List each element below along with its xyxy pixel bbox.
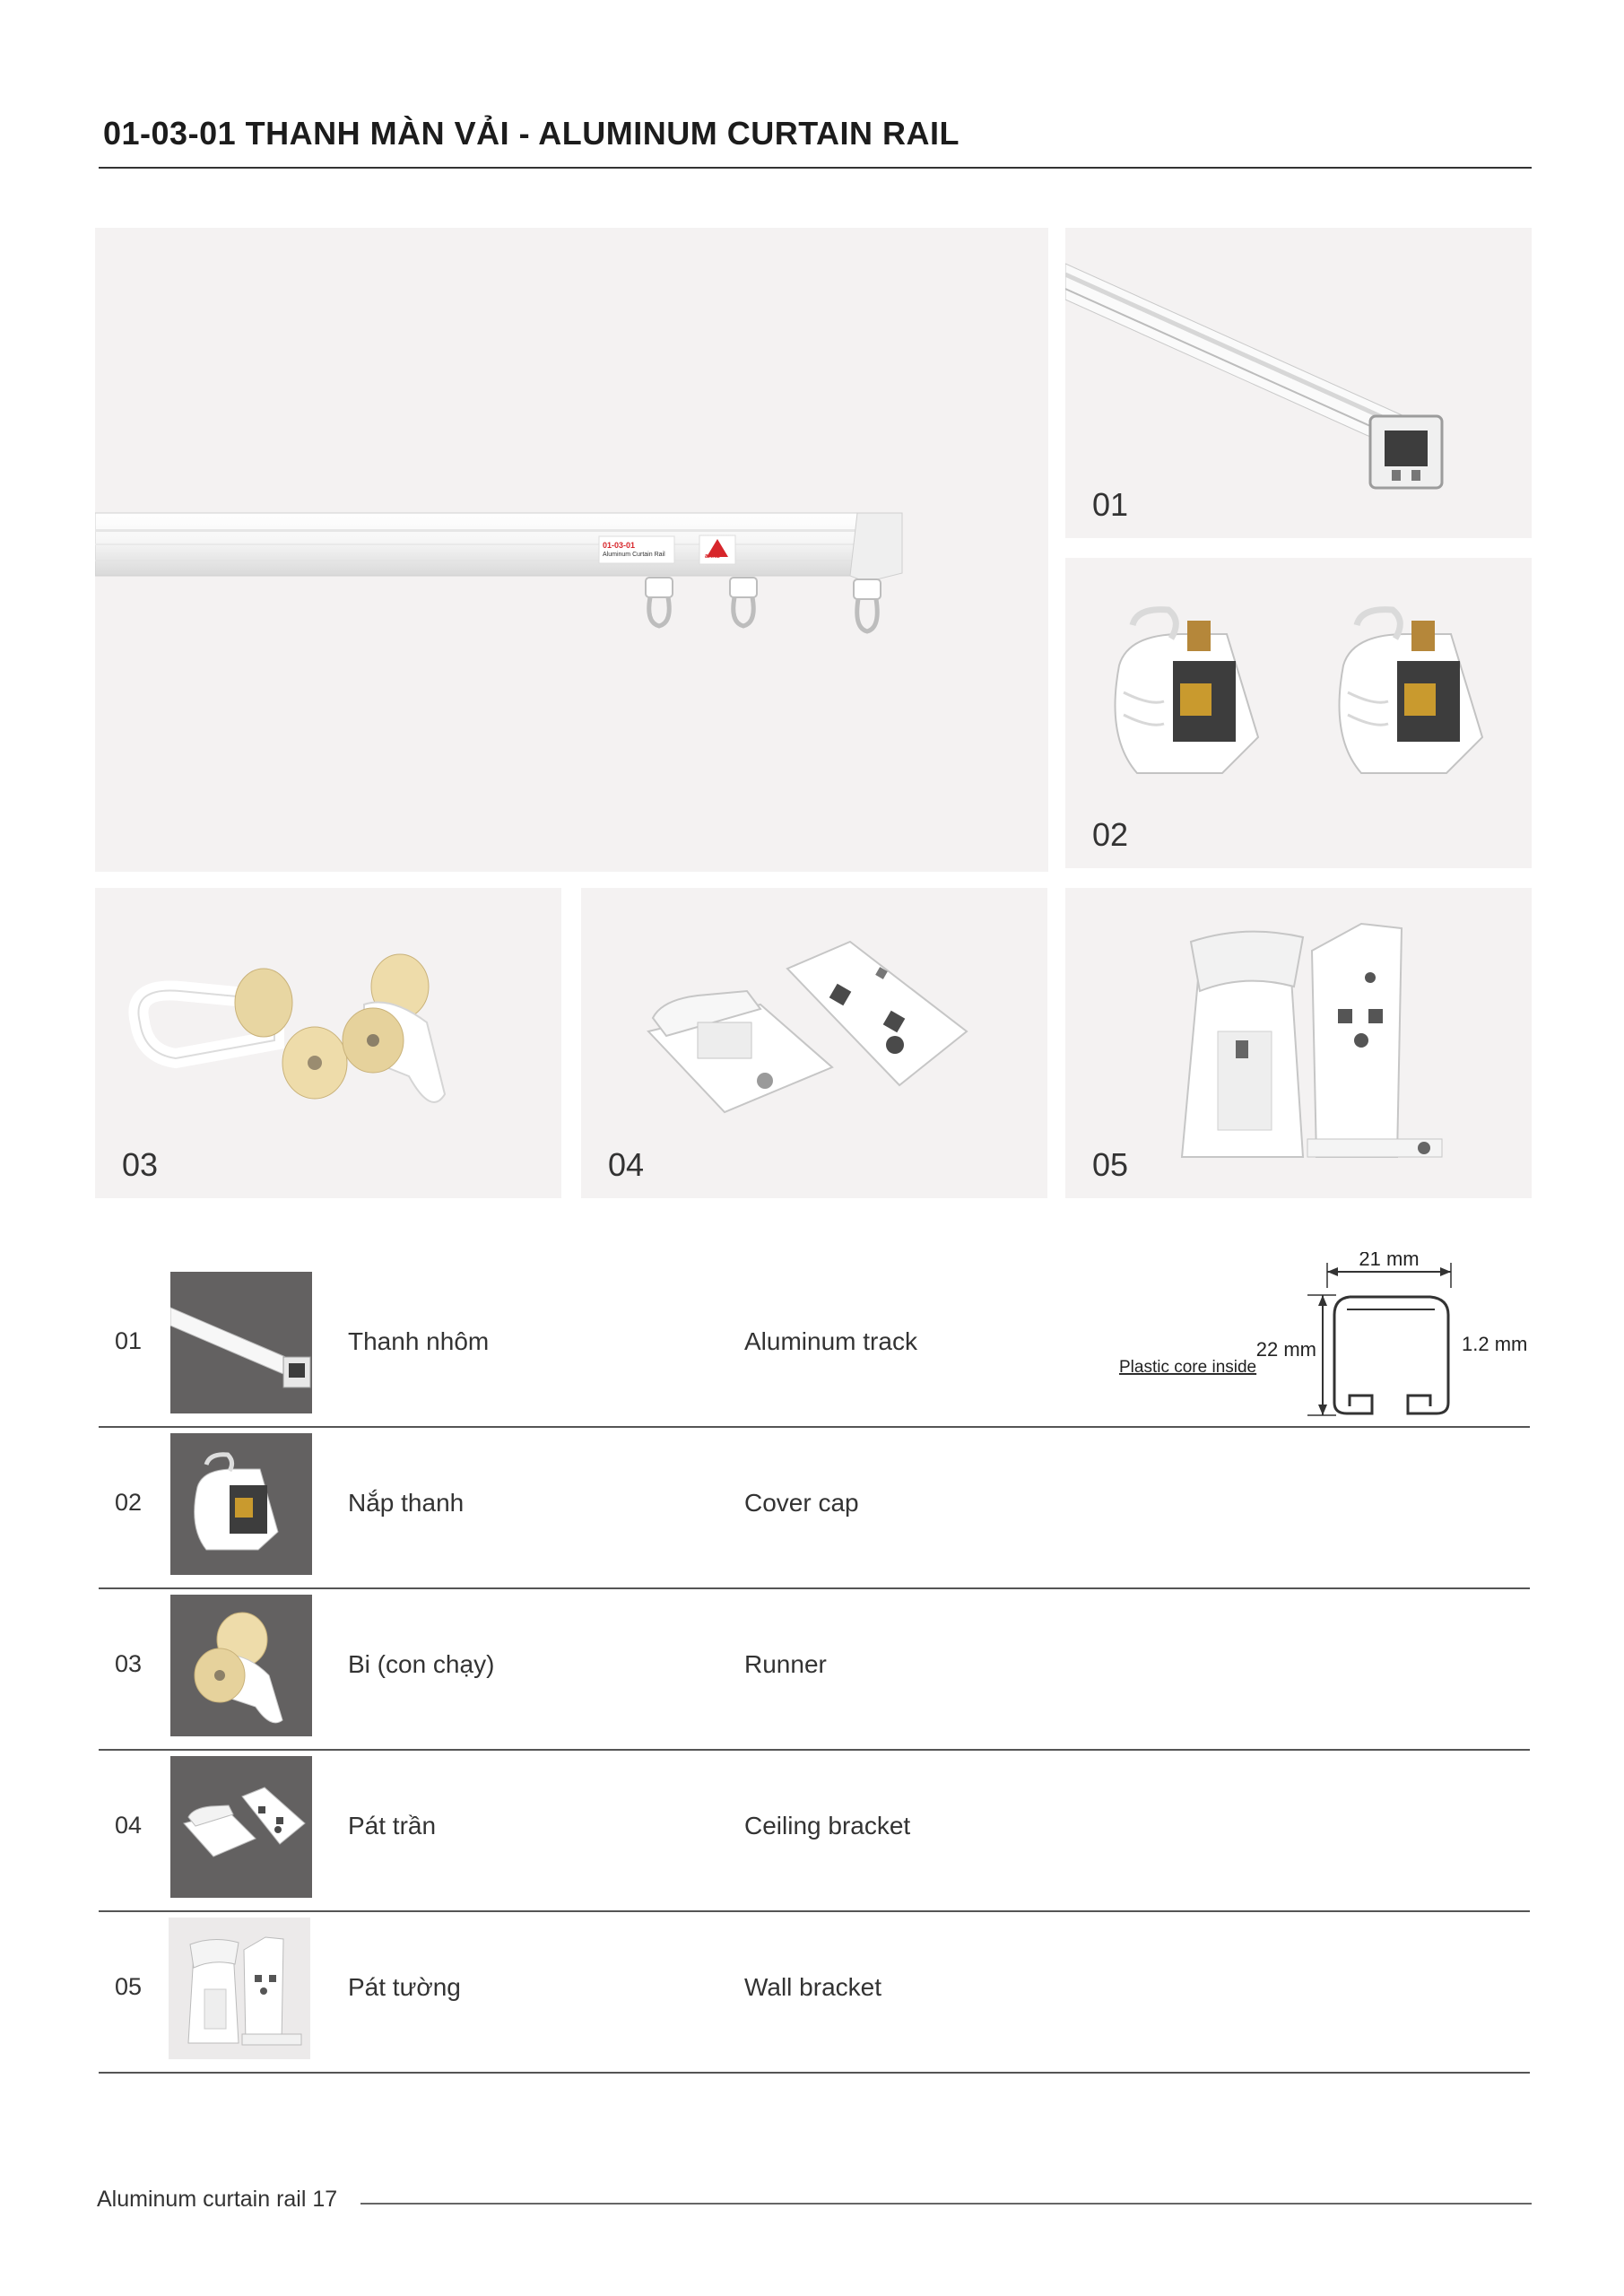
thumb-runner <box>170 1595 312 1736</box>
panel-aluminum-track <box>1065 228 1532 538</box>
thumb-aluminum-track <box>170 1272 312 1413</box>
item-name-en: Aluminum track <box>744 1327 917 1355</box>
panel-label: 01 <box>1092 486 1129 523</box>
aluminum-track-image <box>1065 228 1532 538</box>
item-number: 04 <box>115 1812 143 1839</box>
thumb-ceiling-bracket <box>170 1756 312 1898</box>
wall-bracket-thumb <box>169 1918 310 2059</box>
item-name-en: Runner <box>744 1650 827 1678</box>
item-name-vi: Pát tường <box>348 1973 461 2001</box>
dimension-height-text: 22 mm <box>1255 1338 1316 1361</box>
footer-divider <box>360 2203 1532 2205</box>
item-name-en: Wall bracket <box>744 1973 882 2001</box>
thumb-wall-bracket <box>169 1918 310 2059</box>
plastic-core-note: Plastic core inside <box>1119 1358 1257 1377</box>
panel-label: 03 <box>122 1146 159 1183</box>
wall-bracket-image <box>1065 888 1532 1198</box>
row-divider <box>99 1910 1530 1912</box>
item-name-en: Ceiling bracket <box>744 1812 911 1839</box>
dimension-width-text: 21 mm <box>1359 1252 1420 1270</box>
title-divider <box>99 167 1532 169</box>
aluminum-track-thumb <box>170 1272 312 1413</box>
ceiling-bracket-thumb <box>170 1756 312 1898</box>
footer-text: Aluminum curtain rail 17 <box>97 2187 338 2212</box>
panel-label: 05 <box>1092 1146 1129 1183</box>
item-number: 01 <box>115 1327 143 1354</box>
row-divider <box>99 1426 1530 1428</box>
item-number: 02 <box>115 1489 143 1516</box>
ceiling-bracket-image <box>581 888 1047 1198</box>
item-name-vi: Thanh nhôm <box>348 1327 490 1355</box>
cover-cap-thumb <box>170 1433 312 1575</box>
item-number: 03 <box>115 1650 143 1677</box>
curtain-rail-illustration <box>95 228 1048 872</box>
item-name-vi: Bi (con chạy) <box>348 1650 495 1678</box>
page-title: 01-03-01 THANH MÀN VẢI - ALUMINUM CURTAIN RAIL <box>103 115 960 152</box>
runner-thumb <box>170 1595 312 1736</box>
item-number: 05 <box>115 1973 143 2000</box>
row-divider <box>99 1749 1530 1751</box>
item-name-vi: Pát trần <box>348 1812 437 1839</box>
panel-cover-cap <box>1065 558 1532 868</box>
dimension-thickness-text: 1.2 mm <box>1462 1333 1528 1355</box>
panel-label: 04 <box>608 1146 645 1183</box>
product-sticker-code: 01-03-01 <box>603 541 636 550</box>
row-divider <box>99 2072 1530 2074</box>
panel-ceiling-bracket <box>581 888 1047 1198</box>
panel-runner <box>95 888 561 1198</box>
row-divider <box>99 1587 1530 1589</box>
runner-image <box>95 888 561 1198</box>
thumb-cover-cap <box>170 1433 312 1575</box>
panel-label: 02 <box>1092 816 1129 853</box>
profile-dimension-diagram <box>1112 1252 1533 1428</box>
brand-logo-text: anna <box>705 553 720 560</box>
hero-image-panel <box>95 228 1048 872</box>
cover-cap-image <box>1065 558 1532 868</box>
panel-wall-bracket <box>1065 888 1532 1198</box>
item-name-en: Cover cap <box>744 1489 859 1517</box>
item-name-vi: Nắp thanh <box>348 1489 465 1517</box>
product-sticker-text: Aluminum Curtain Rail <box>603 552 665 558</box>
